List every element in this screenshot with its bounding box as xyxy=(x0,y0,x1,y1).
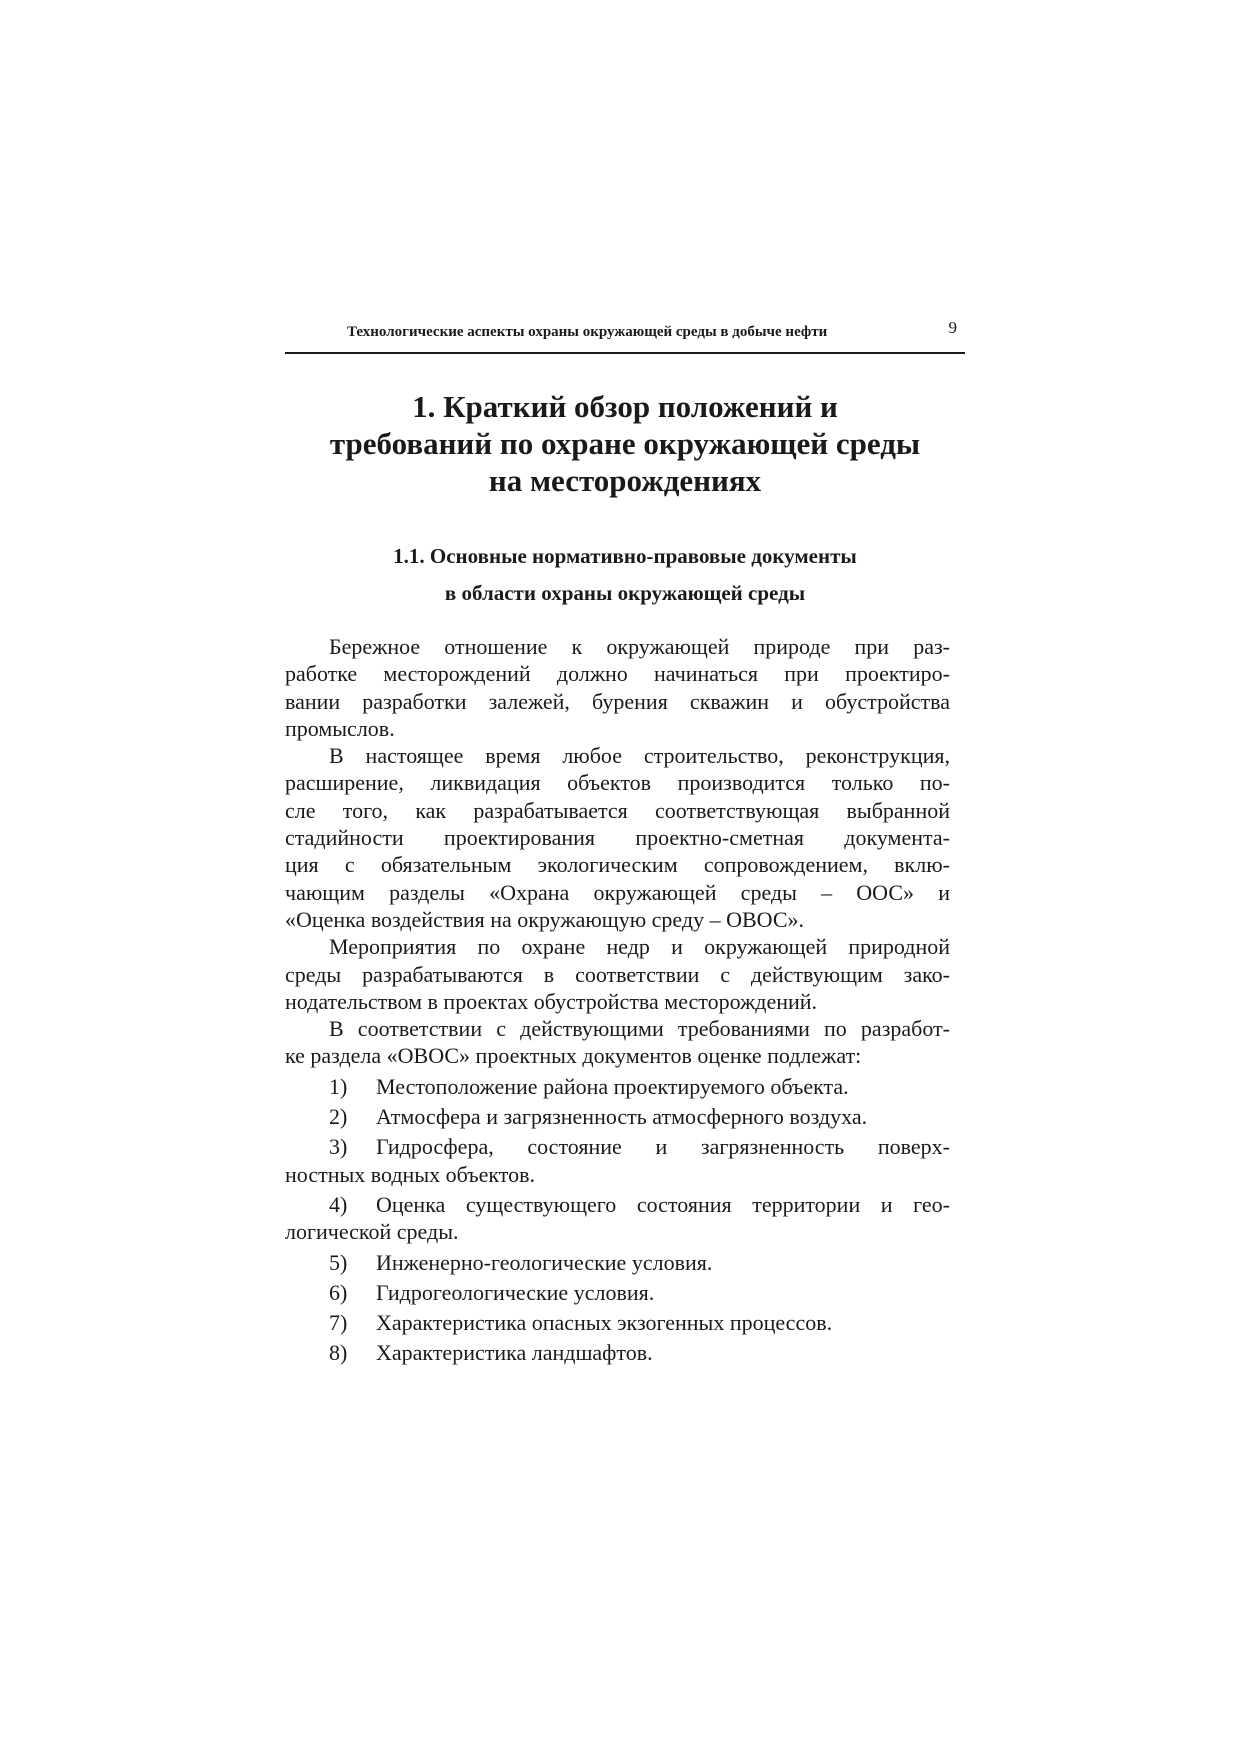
section-title xyxy=(285,538,965,612)
running-title: Технологические аспекты охраны окружающей среды в добыче нефти xyxy=(347,324,828,340)
text-line: сле того, как разрабатывается соответствующая выбранной xyxy=(285,797,950,823)
text-line: В настоящее время любое строительство, реконструкция, xyxy=(329,743,950,769)
list-number: 7) xyxy=(329,1310,348,1336)
list-text: Характеристика опасных экзогенных процессов. xyxy=(376,1310,833,1336)
book-page xyxy=(285,0,965,1755)
text-line: «Оценка воздействия на окружающую среду – ОВОС». xyxy=(285,906,804,932)
page-number: 9 xyxy=(948,318,957,337)
chapter-title-line: на месторождениях xyxy=(488,463,762,498)
list-number: 4) xyxy=(329,1191,348,1217)
list-number: 6) xyxy=(329,1279,348,1305)
text-line: ке раздела «ОВОС» проектных документов оценке подлежат: xyxy=(285,1043,862,1069)
text-line: стадийности проектирования проектно-сметная документа- xyxy=(285,825,950,851)
list-item xyxy=(285,1073,950,1100)
paragraph xyxy=(285,1015,950,1070)
list-text-continuation: ностных водных объектов. xyxy=(285,1161,536,1187)
list-number: 2) xyxy=(329,1104,348,1130)
text-line: работке месторождений должно начинаться при проектиро- xyxy=(285,661,950,687)
running-header xyxy=(285,318,965,354)
paragraph xyxy=(285,742,950,933)
chapter-title-line: 1. Краткий обзор положений и xyxy=(412,389,838,424)
list-item-line xyxy=(285,1191,950,1218)
text-line: среды разрабатываются в соответствии с действующим зако- xyxy=(285,961,950,987)
list-item xyxy=(285,1309,950,1336)
paragraph xyxy=(285,633,950,742)
list-number: 1) xyxy=(329,1073,348,1099)
list-item xyxy=(285,1103,950,1130)
list-item xyxy=(285,1339,950,1366)
list-item-line xyxy=(285,1279,950,1306)
list-item-line xyxy=(285,1103,950,1130)
text-line: вании разработки залежей, бурения скважин и обустройства xyxy=(285,688,950,714)
text-line: промыслов. xyxy=(285,715,395,741)
list-item xyxy=(285,1279,950,1306)
list-number: 3) xyxy=(329,1134,348,1160)
chapter-title-line: требований по охране окружающей среды xyxy=(329,426,921,461)
text-line: В соответствии с действующими требованиями по разработ- xyxy=(329,1016,950,1042)
list-item-line xyxy=(285,1073,950,1100)
list-item xyxy=(285,1191,950,1246)
list-number: 8) xyxy=(329,1340,348,1366)
list-text-continuation: логической среды. xyxy=(285,1219,459,1245)
paragraph xyxy=(285,933,950,1015)
list-text: Атмосфера и загрязненность атмосферного воздуха. xyxy=(376,1104,868,1130)
list-item xyxy=(285,1133,950,1188)
list-text: Характеристика ландшафтов. xyxy=(376,1340,653,1366)
list-item-line xyxy=(285,1339,950,1366)
text-line: расширение, ликвидация объектов производится только по- xyxy=(285,770,950,796)
text-line: ция с обязательным экологическим сопровождением, вклю- xyxy=(285,852,950,878)
section-title-line: 1.1. Основные нормативно-правовые документы xyxy=(393,544,857,568)
text-line: Мероприятия по охране недр и окружающей природной xyxy=(329,934,950,960)
body-text xyxy=(285,633,950,1367)
text-line: нодательством в проектах обустройства месторождений. xyxy=(285,988,818,1014)
list-text: Гидрогеологические условия. xyxy=(376,1279,655,1305)
list-item xyxy=(285,1249,950,1276)
list-text: Оценка существующего состояния территории и гео- xyxy=(376,1191,950,1217)
list-item-line xyxy=(285,1249,950,1276)
chapter-title xyxy=(285,388,965,499)
list-text: Местоположение района проектируемого объекта. xyxy=(376,1073,849,1099)
list-text: Гидросфера, состояние и загрязненность поверх- xyxy=(376,1134,950,1160)
section-title-line: в области охраны окружающей среды xyxy=(444,581,806,605)
text-line: чающим разделы «Охрана окружающей среды – ООС» и xyxy=(285,879,950,905)
list-number: 5) xyxy=(329,1249,348,1275)
list-item-line xyxy=(285,1133,950,1160)
list-item-line xyxy=(285,1309,950,1336)
list-text: Инженерно-геологические условия. xyxy=(376,1249,713,1275)
text-line: Бережное отношение к окружающей природе при раз- xyxy=(329,634,950,659)
